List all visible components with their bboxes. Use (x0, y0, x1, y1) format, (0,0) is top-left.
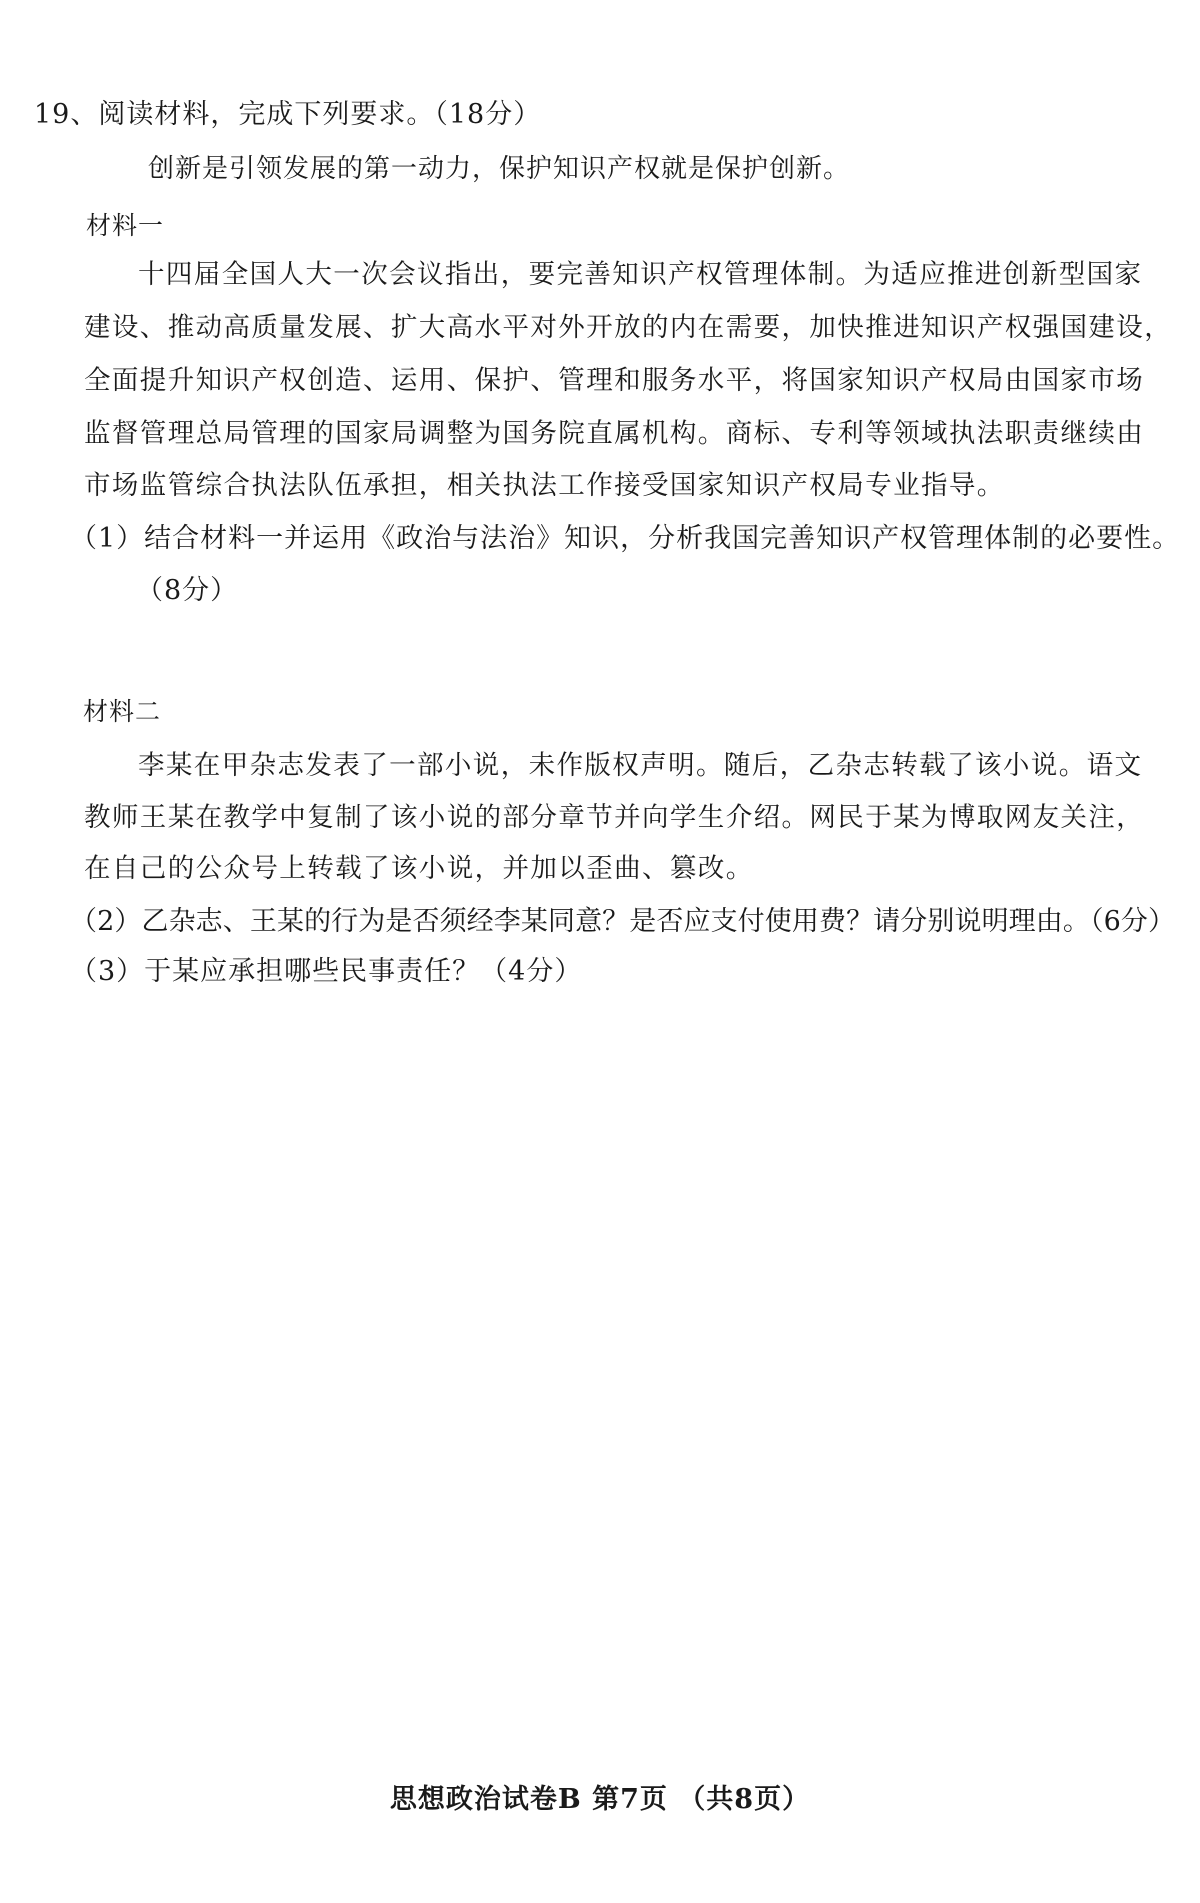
question-header: 19、阅读材料，完成下列要求。（18分） (34, 99, 542, 130)
question-1-points: （8分） (136, 575, 239, 606)
page-footer: 思想政治试卷B 第7页 （共8页） (389, 1784, 811, 1815)
material2-line: 李某在甲杂志发表了一部小说，未作版权声明。随后，乙杂志转载了该小说。语文 (138, 750, 1143, 781)
material1-line: 建设、推动高质量发展、扩大高水平对外开放的内在需要，加快推进知识产权强国建设， (84, 312, 1173, 343)
question-3: （3）于某应承担哪些民事责任？（4分） (70, 956, 583, 987)
material1-line: 市场监管综合执法队伍承担，相关执法工作接受国家知识产权局专业指导。 (84, 470, 1005, 501)
material1-line: 十四届全国人大一次会议指出，要完善知识产权管理体制。为适应推进创新型国家 (138, 259, 1143, 290)
material2-line: 教师王某在教学中复制了该小说的部分章节并向学生介绍。网民于某为博取网友关注， (84, 802, 1145, 833)
material1-label: 材料一 (86, 211, 165, 240)
material1-line: 监督管理总局管理的国家局调整为国务院直属机构。商标、专利等领域执法职责继续由 (84, 418, 1145, 449)
material2-line: 在自己的公众号上转载了该小说，并加以歪曲、篡改。 (84, 853, 754, 884)
material1-line: 全面提升知识产权创造、运用、保护、管理和服务水平，将国家知识产权局由国家市场 (84, 365, 1145, 396)
question-2: （2）乙杂志、王某的行为是否须经李某同意？是否应支付使用费？请分别说明理由。（6分） (70, 906, 1176, 937)
question-1: （1）结合材料一并运用《政治与法治》知识，分析我国完善知识产权管理体制的必要性。 (70, 523, 1181, 554)
question-intro: 创新是引领发展的第一动力，保护知识产权就是保护创新。 (148, 154, 851, 184)
material2-label: 材料二 (83, 697, 162, 726)
